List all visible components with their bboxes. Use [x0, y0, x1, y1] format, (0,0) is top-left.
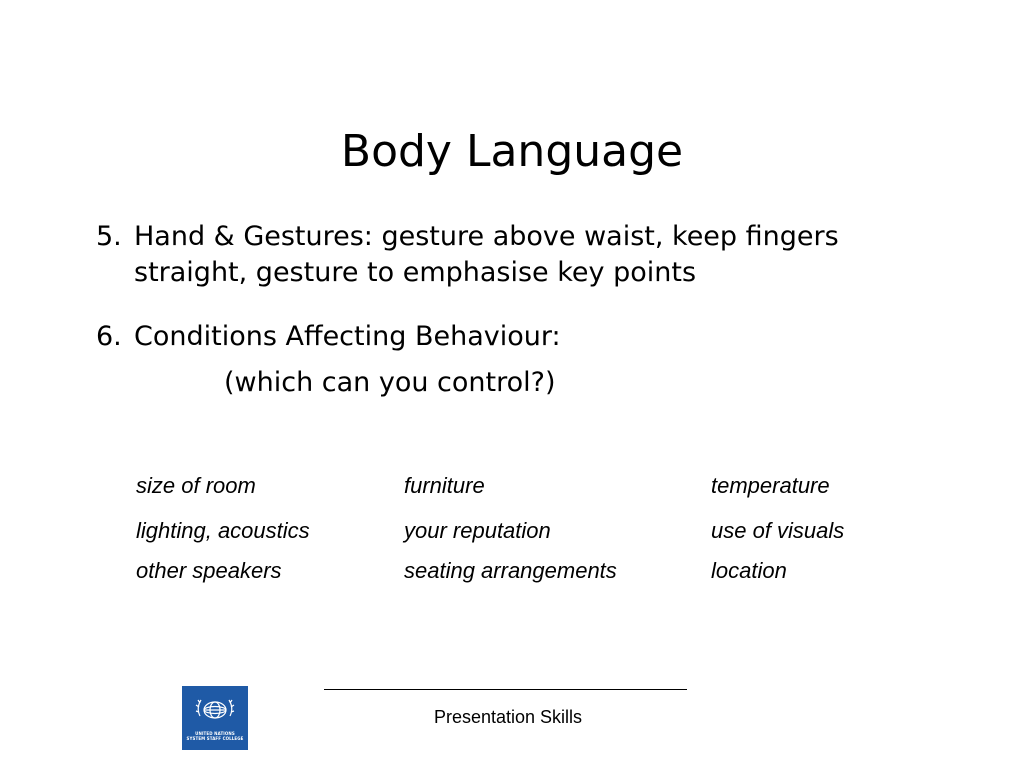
- logo-caption-line2: SYSTEM STAFF COLLEGE: [186, 736, 244, 741]
- condition-item: other speakers: [136, 558, 282, 583]
- condition-item: furniture: [404, 473, 485, 498]
- condition-item: size of room: [136, 473, 256, 498]
- logo-caption: [182, 731, 248, 741]
- footer-divider: [324, 689, 687, 690]
- logo-caption-line1: UNITED NATIONS: [195, 731, 235, 736]
- condition-item: seating arrangements: [404, 558, 617, 583]
- point-number: 6.: [96, 321, 122, 352]
- point-text-line1: Conditions Affecting Behaviour:: [134, 321, 561, 352]
- point-number: 5.: [96, 221, 122, 252]
- slide-title: Body Language: [340, 126, 684, 177]
- un-staff-college-logo: [182, 686, 248, 750]
- point-subtext: (which can you control?): [224, 367, 556, 398]
- footer-text: Presentation Skills: [433, 707, 583, 727]
- point-text-line1: Hand & Gestures: gesture above waist, keep fingers: [134, 221, 839, 252]
- condition-item: your reputation: [404, 518, 551, 543]
- condition-item: location: [711, 558, 787, 583]
- un-emblem-icon: [182, 686, 248, 732]
- condition-item: lighting, acoustics: [136, 518, 310, 543]
- point-hand-gestures: [96, 219, 976, 291]
- point-text-line2: straight, gesture to emphasise key points: [134, 257, 697, 288]
- condition-item: temperature: [711, 473, 830, 498]
- condition-item: use of visuals: [711, 518, 845, 543]
- point-conditions: [96, 319, 976, 355]
